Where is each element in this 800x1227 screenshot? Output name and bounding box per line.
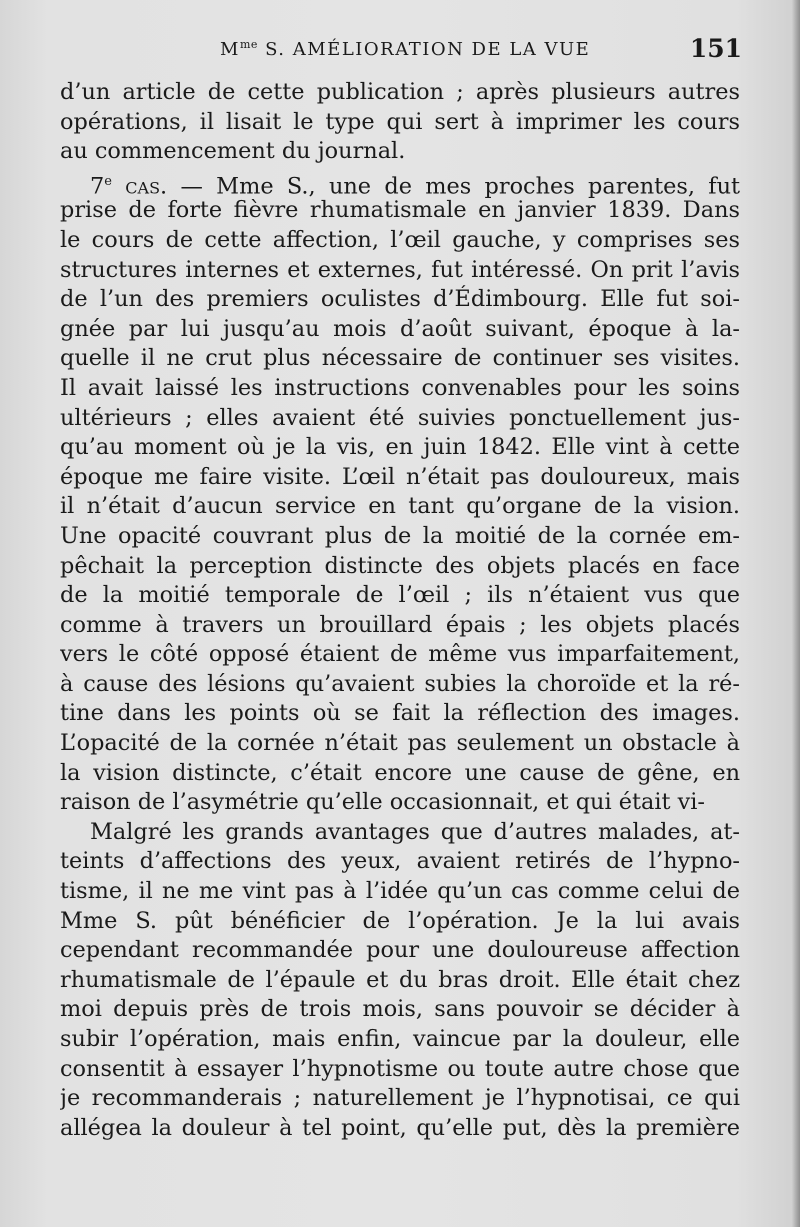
text-line: époque me faire visite. L’œil n’était pas douloureux, mais: [60, 463, 740, 490]
text-line: pêchait la perception distincte des objets placés en face: [60, 552, 740, 579]
text-line: structures internes et externes, fut intéressé. On prit l’avis: [60, 256, 740, 283]
page-number: 151: [689, 34, 742, 63]
text-line: comme à travers un brouillard épais ; les objets placés: [60, 611, 740, 638]
body-text: [60, 78, 740, 1188]
text-line: Malgré les grands avantages que d’autres malades, at-: [90, 818, 740, 845]
case-label: cas.: [125, 173, 168, 200]
text-line: prise de forte fièvre rhumatismale en janvier 1839. Dans: [60, 197, 740, 224]
text-line: d’un article de cette publication ; après plusieurs autres: [60, 79, 740, 105]
text-line: allégea la douleur à tel point, qu’elle put, dès la première: [60, 1114, 740, 1141]
paragraph: [60, 818, 740, 1144]
page-header: [60, 34, 740, 66]
text-line: quelle il ne crut plus nécessaire de continuer ses visites.: [60, 345, 740, 372]
paragraph: [60, 167, 740, 818]
text-line: la vision distincte, c’était encore une cause de gêne, en: [60, 759, 740, 786]
text-line: il n’était d’aucun service en tant qu’organe de la vision.: [60, 493, 740, 520]
page-edge-shadow: [792, 0, 800, 1227]
text-line: Une opacité couvrant plus de la moitié de la cornée em-: [60, 522, 740, 549]
text-line: à cause des lésions qu’avaient subies la choroïde et la ré-: [60, 670, 740, 697]
case-heading-text: — Mme S., une de mes proches parentes, fut: [167, 173, 740, 200]
text-line: tine dans les points où se fait la réflection des images.: [60, 700, 740, 727]
text-line: cependant recommandée pour une douloureuse affection: [60, 937, 740, 964]
running-head-prefix: M: [220, 39, 240, 60]
text-line: raison de l’asymétrie qu’elle occasionnait, et qui était vi-: [60, 789, 705, 816]
text-line: le cours de cette affection, l’œil gauche, y comprises ses: [60, 226, 740, 253]
text-line: ultérieurs ; elles avaient été suivies ponctuellement jus-: [60, 404, 740, 431]
running-head-title: S. AMÉLIORATION DE LA VUE: [257, 39, 591, 60]
case-heading-line: [60, 167, 740, 200]
text-line: de la moitié temporale de l’œil ; ils n’étaient vus que: [60, 582, 740, 609]
text-line: tisme, il ne me vint pas à l’idée qu’un cas comme celui de: [60, 878, 740, 905]
text-line: Il avait laissé les instructions convenables pour les soins: [60, 374, 740, 401]
text-line: moi depuis près de trois mois, sans pouvoir se décider à: [60, 996, 740, 1023]
case-number: 7: [90, 173, 105, 200]
text-line: L’opacité de la cornée n’était pas seulement un obstacle à: [60, 730, 740, 757]
text-line: de l’un des premiers oculistes d’Édimbourg. Elle fut soi-: [60, 286, 740, 313]
text-line: qu’au moment où je la vis, en juin 1842. Elle vint à cette: [60, 434, 740, 461]
case-number-superscript: e: [104, 173, 112, 189]
text-line: gnée par lui jusqu’au mois d’août suivant, époque à la-: [60, 315, 740, 342]
paragraph: [60, 78, 740, 167]
text-line: vers le côté opposé étaient de même vus imparfaitement,: [60, 641, 740, 668]
running-head: [220, 38, 590, 60]
running-head-superscript: me: [239, 38, 258, 51]
text-line: consentit à essayer l’hypnotisme ou toute autre chose que: [60, 1055, 740, 1082]
text-line: Mme S. pût bénéficier de l’opération. Je la lui avais: [60, 907, 740, 934]
text-line: rhumatismale de l’épaule et du bras droit. Elle était chez: [60, 966, 740, 993]
text-line: je recommanderais ; naturellement je l’hypnotisai, ce qui: [60, 1085, 740, 1112]
text-line: opérations, il lisait le type qui sert à imprimer les cours: [60, 108, 740, 135]
text-line: teints d’affections des yeux, avaient retirés de l’hypno-: [60, 848, 740, 875]
text-line: au commencement du journal.: [60, 138, 406, 165]
text-line: subir l’opération, mais enfin, vaincue par la douleur, elle: [60, 1026, 740, 1052]
